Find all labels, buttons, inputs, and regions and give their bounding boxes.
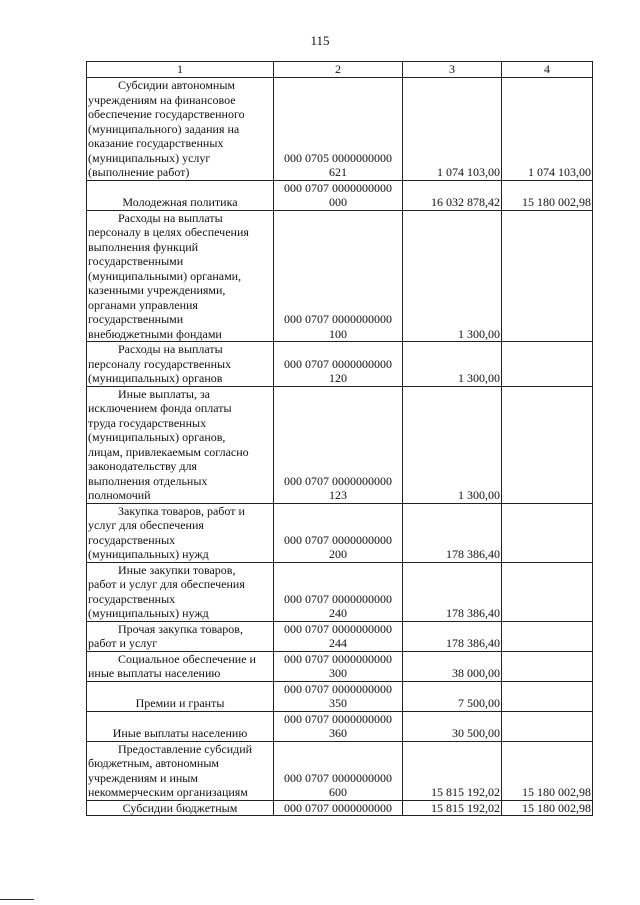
row-code-cell	[274, 180, 403, 210]
row-amount-col3: 7 500,00	[403, 681, 502, 711]
row-amount-col3: 1 300,00	[403, 342, 502, 387]
row-code-line: 000 0707 0000000000	[284, 651, 392, 666]
row-name-line: государственными	[88, 312, 184, 326]
row-name-line: выполнения отдельных	[88, 473, 208, 488]
table-row	[87, 741, 593, 800]
row-name-line: казенными учреждениями,	[88, 283, 226, 297]
row-name-line: государственных	[88, 532, 176, 547]
row-name-line: услуг для обеспечения	[88, 518, 204, 532]
row-amount-col4	[502, 210, 593, 342]
row-amount-col3: 1 300,00	[403, 386, 502, 503]
row-amount-col4	[502, 651, 593, 681]
table-row	[87, 800, 593, 816]
row-name-line: иные выплаты населению	[88, 666, 221, 680]
row-code-line: 000 0707 0000000000	[284, 473, 392, 488]
row-name-line: (муниципального) задания на	[88, 121, 240, 136]
row-name-line: (муниципальными) органами,	[88, 268, 242, 283]
row-amount-col4	[502, 503, 593, 562]
table-body	[87, 78, 593, 816]
row-code-cell	[274, 503, 403, 562]
row-name-line: Премии и гранты	[135, 696, 225, 710]
row-name-line: Закупка товаров, работ и	[118, 503, 245, 518]
row-name-line: полномочий	[88, 488, 151, 502]
row-code-cell	[274, 651, 403, 681]
row-name-line: работ и услуг	[88, 636, 158, 650]
header-col-3: 3	[403, 62, 502, 78]
row-amount-col3: 16 032 878,42	[403, 180, 502, 210]
row-code-line: 000 0705 0000000000	[284, 150, 392, 165]
row-code-line: 000 0707 0000000000	[284, 621, 392, 636]
table-row	[87, 180, 593, 210]
row-code-line: 000 0707 0000000000	[284, 681, 392, 696]
row-code-cell	[274, 562, 403, 621]
row-name-line: Иные выплаты, за	[118, 386, 211, 401]
row-name-line: Прочая закупка товаров,	[118, 621, 243, 636]
row-name-line: труда государственных	[88, 415, 207, 430]
row-code-line: 000 0707 0000000000	[284, 591, 392, 606]
row-code-line: 000 0707 0000000000	[284, 532, 392, 547]
row-name-cell	[87, 386, 274, 503]
row-amount-col3: 15 815 192,02	[403, 800, 502, 816]
row-name-line: Иные выплаты населению	[112, 726, 248, 740]
row-name-line: выполнения функций	[88, 239, 199, 254]
row-code-line: 600	[329, 785, 347, 799]
row-amount-col4	[502, 621, 593, 651]
table-row	[87, 681, 593, 711]
table-row	[87, 621, 593, 651]
row-name-line: Расходы на выплаты	[118, 210, 223, 225]
row-code-line: 120	[329, 371, 347, 385]
row-code-line: 000 0707 0000000000	[284, 312, 392, 326]
budget-table	[86, 61, 593, 816]
row-name-line: персоналу в целях обеспечения	[88, 225, 249, 239]
page-number: 115	[310, 33, 330, 48]
row-amount-col4: 1 074 103,00	[502, 78, 593, 181]
row-name-cell	[87, 342, 274, 387]
row-code-line: 100	[329, 326, 347, 341]
header-row	[87, 62, 593, 78]
row-code-cell	[274, 386, 403, 503]
row-name-cell	[87, 180, 274, 210]
row-name-line: государственными	[88, 254, 184, 268]
row-name-cell	[87, 562, 274, 621]
row-code-cell	[274, 800, 403, 816]
row-name-line: учреждениям и иным	[88, 770, 198, 785]
table-row	[87, 342, 593, 387]
row-name-line: внебюджетными фондами	[88, 326, 222, 341]
row-code-cell	[274, 681, 403, 711]
row-amount-col3: 178 386,40	[403, 562, 502, 621]
row-amount-col4	[502, 386, 593, 503]
row-code-line: 000 0707 0000000000	[284, 180, 392, 195]
row-code-line: 200	[329, 547, 347, 561]
row-name-cell	[87, 711, 274, 741]
table-row	[87, 386, 593, 503]
row-name-line: персоналу государственных	[88, 356, 232, 371]
row-name-cell	[87, 651, 274, 681]
row-amount-col4: 15 180 002,98	[502, 741, 593, 800]
row-name-line: Молодежная политика	[122, 195, 238, 209]
header-col-2: 2	[274, 62, 403, 78]
header-col-4: 4	[502, 62, 593, 78]
row-code-line: 360	[329, 726, 347, 740]
row-code-line: 000 0707 0000000000	[284, 356, 392, 371]
header-col-1: 1	[87, 62, 274, 78]
row-name-line: учреждениям на финансовое	[88, 92, 236, 107]
row-name-cell	[87, 78, 274, 181]
row-name-line: (муниципальных) органов,	[88, 430, 226, 444]
row-code-line: 300	[329, 666, 347, 680]
row-code-line: 621	[329, 165, 347, 179]
row-name-line: органами управления	[88, 297, 198, 312]
row-name-cell	[87, 681, 274, 711]
row-name-line: оказание государственных	[88, 136, 224, 150]
row-name-line: (муниципальных) нужд	[88, 606, 209, 620]
row-amount-col4	[502, 342, 593, 387]
row-name-line: исключением фонда оплаты	[88, 401, 232, 415]
row-amount-col3: 178 386,40	[403, 621, 502, 651]
table-row	[87, 651, 593, 681]
table-row	[87, 562, 593, 621]
table-row	[87, 711, 593, 741]
table-row	[87, 210, 593, 342]
row-name-line: (выполнение работ)	[88, 165, 190, 179]
row-code-cell	[274, 210, 403, 342]
row-code-cell	[274, 342, 403, 387]
row-amount-col4: 15 180 002,98	[502, 800, 593, 816]
row-code-line: 240	[329, 606, 347, 620]
row-name-cell	[87, 741, 274, 800]
row-amount-col4	[502, 711, 593, 741]
row-amount-col3: 1 300,00	[403, 210, 502, 342]
row-name-cell	[87, 503, 274, 562]
row-amount-col3: 15 815 192,02	[403, 741, 502, 800]
row-code-line: 123	[329, 488, 347, 502]
row-code-line: 000	[329, 195, 347, 209]
row-code-cell	[274, 711, 403, 741]
row-name-line: работ и услуг для обеспечения	[88, 577, 245, 591]
row-name-line: обеспечение государственного	[88, 107, 245, 121]
row-name-cell	[87, 210, 274, 342]
row-name-line: Предоставление субсидий	[118, 741, 253, 756]
row-code-cell	[274, 78, 403, 181]
row-code-line: 244	[329, 636, 347, 650]
row-amount-col3: 178 386,40	[403, 503, 502, 562]
row-name-line: некоммерческим организациям	[88, 785, 248, 799]
row-code-line: 350	[329, 696, 347, 710]
row-name-line: Иные закупки товаров,	[118, 562, 236, 577]
row-amount-col3: 1 074 103,00	[403, 78, 502, 181]
row-name-line: (муниципальных) органов	[88, 371, 223, 385]
row-amount-col3: 38 000,00	[403, 651, 502, 681]
row-name-line: бюджетным, автономным	[88, 756, 219, 770]
row-code-line: 000 0707 0000000000	[284, 711, 392, 726]
row-name-line: (муниципальных) нужд	[88, 547, 209, 561]
row-name-cell	[87, 621, 274, 651]
table-row	[87, 503, 593, 562]
row-name-line: Субсидии бюджетным	[122, 800, 238, 815]
row-code-cell	[274, 621, 403, 651]
row-amount-col4: 15 180 002,98	[502, 180, 593, 210]
row-name-line: Социальное обеспечение и	[118, 651, 256, 666]
row-code-line: 000 0707 0000000000	[284, 770, 392, 785]
row-code-cell	[274, 741, 403, 800]
row-name-line: законодательству для	[88, 459, 197, 473]
row-name-line: лицам, привлекаемым согласно	[88, 444, 249, 459]
row-name-line: (муниципальных) услуг	[88, 150, 211, 165]
row-name-line: Расходы на выплаты	[118, 342, 223, 356]
table-row	[87, 78, 593, 181]
row-name-line: Субсидии автономным	[118, 78, 235, 92]
row-amount-col4	[502, 681, 593, 711]
row-amount-col3: 30 500,00	[403, 711, 502, 741]
row-name-cell	[87, 800, 274, 816]
table-header	[87, 62, 593, 78]
row-name-line: государственных	[88, 591, 176, 606]
row-code-line: 000 0707 0000000000	[284, 800, 392, 815]
footer-rule	[0, 899, 34, 900]
row-amount-col4	[502, 562, 593, 621]
